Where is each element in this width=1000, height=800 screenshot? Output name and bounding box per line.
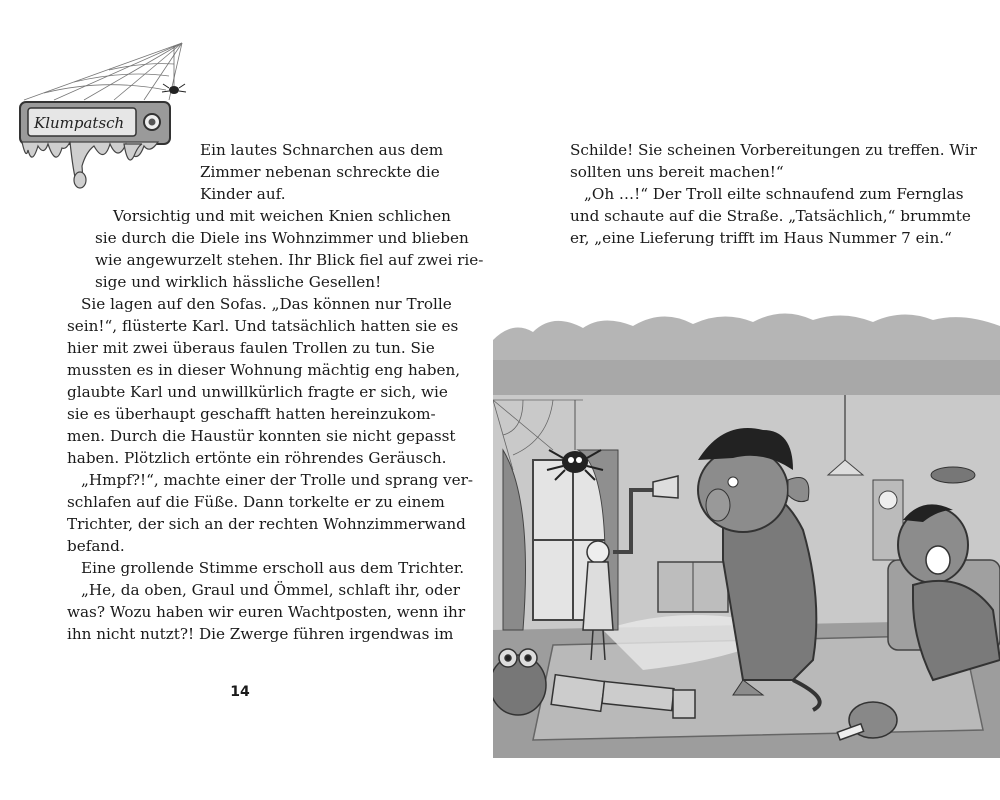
- text-line: sige und wirklich hässliche Gesellen!: [95, 273, 382, 291]
- troll-living-room-illustration: [493, 300, 1000, 758]
- klumpatsch-sign-illustration: [14, 38, 194, 193]
- text-line: „He, da oben, Graul und Ömmel, schlaft ihr, oder: [81, 581, 460, 599]
- text-line: haben. Plötzlich ertönte ein röhrendes Geräusch.: [67, 449, 447, 467]
- text-line: wie angewurzelt stehen. Ihr Blick fiel auf zwei rie-: [95, 251, 484, 269]
- spiderweb-lines: [24, 43, 182, 100]
- text-line: hier mit zwei überaus faulen Trollen zu tun. Sie: [67, 339, 435, 357]
- text-line: Kinder auf.: [200, 185, 286, 203]
- spider-icon: [162, 46, 186, 94]
- text-line: befand.: [67, 537, 125, 555]
- page-number: 14: [230, 684, 250, 700]
- text-line: Ein lautes Schnarchen aus dem: [200, 141, 444, 159]
- text-line: Trichter, der sich an der rechten Wohnzimmerwand: [67, 515, 466, 533]
- text-line: mussten es in dieser Wohnung mächtig eng haben,: [67, 361, 461, 379]
- text-line: sein!“, flüsterte Karl. Und tatsächlich hatten sie es: [67, 317, 459, 335]
- text-line: Eine grollende Stimme erscholl aus dem Trichter.: [81, 559, 465, 577]
- text-line: Sie lagen auf den Sofas. „Das können nur Trolle: [81, 295, 452, 313]
- text-line: „Hmpf?!“, machte einer der Trolle und sprang ver-: [81, 471, 473, 489]
- text-line: sollten uns bereit machen!“: [570, 163, 784, 181]
- text-line: Vorsichtig und mit weichen Knien schlichen: [113, 207, 451, 225]
- text-line: schlafen auf die Füße. Dann torkelte er zu einem: [67, 493, 445, 511]
- text-line: men. Durch die Haustür konnten sie nicht gepasst: [67, 427, 456, 445]
- text-line: „Oh …!“ Der Troll eilte schnaufend zum Fernglas: [584, 185, 964, 203]
- text-line: was? Wozu haben wir euren Wachtposten, wenn ihr: [67, 603, 466, 621]
- text-line: Zimmer nebenan schreckte die: [200, 163, 440, 181]
- sign-board: [20, 102, 170, 144]
- text-line: sie es überhaupt geschafft hatten hereinzukom-: [67, 405, 436, 423]
- text-line: glaubte Karl und unwillkürlich fragte er sich, wie: [67, 383, 448, 401]
- sign-text: Klumpatsch: [34, 114, 125, 132]
- slime-drips: [22, 142, 158, 188]
- text-line: und schaute auf die Straße. „Tatsächlich,“ brummte: [570, 207, 971, 225]
- text-line: ihn nicht nutzt?! Die Zwerge führen irgendwas im: [67, 625, 454, 643]
- text-line: er, „eine Lieferung trifft im Haus Nummer 7 ein.“: [570, 229, 952, 247]
- text-line: Schilde! Sie scheinen Vorbereitungen zu treffen. Wir: [570, 141, 977, 159]
- text-line: sie durch die Diele ins Wohnzimmer und blieben: [95, 229, 469, 247]
